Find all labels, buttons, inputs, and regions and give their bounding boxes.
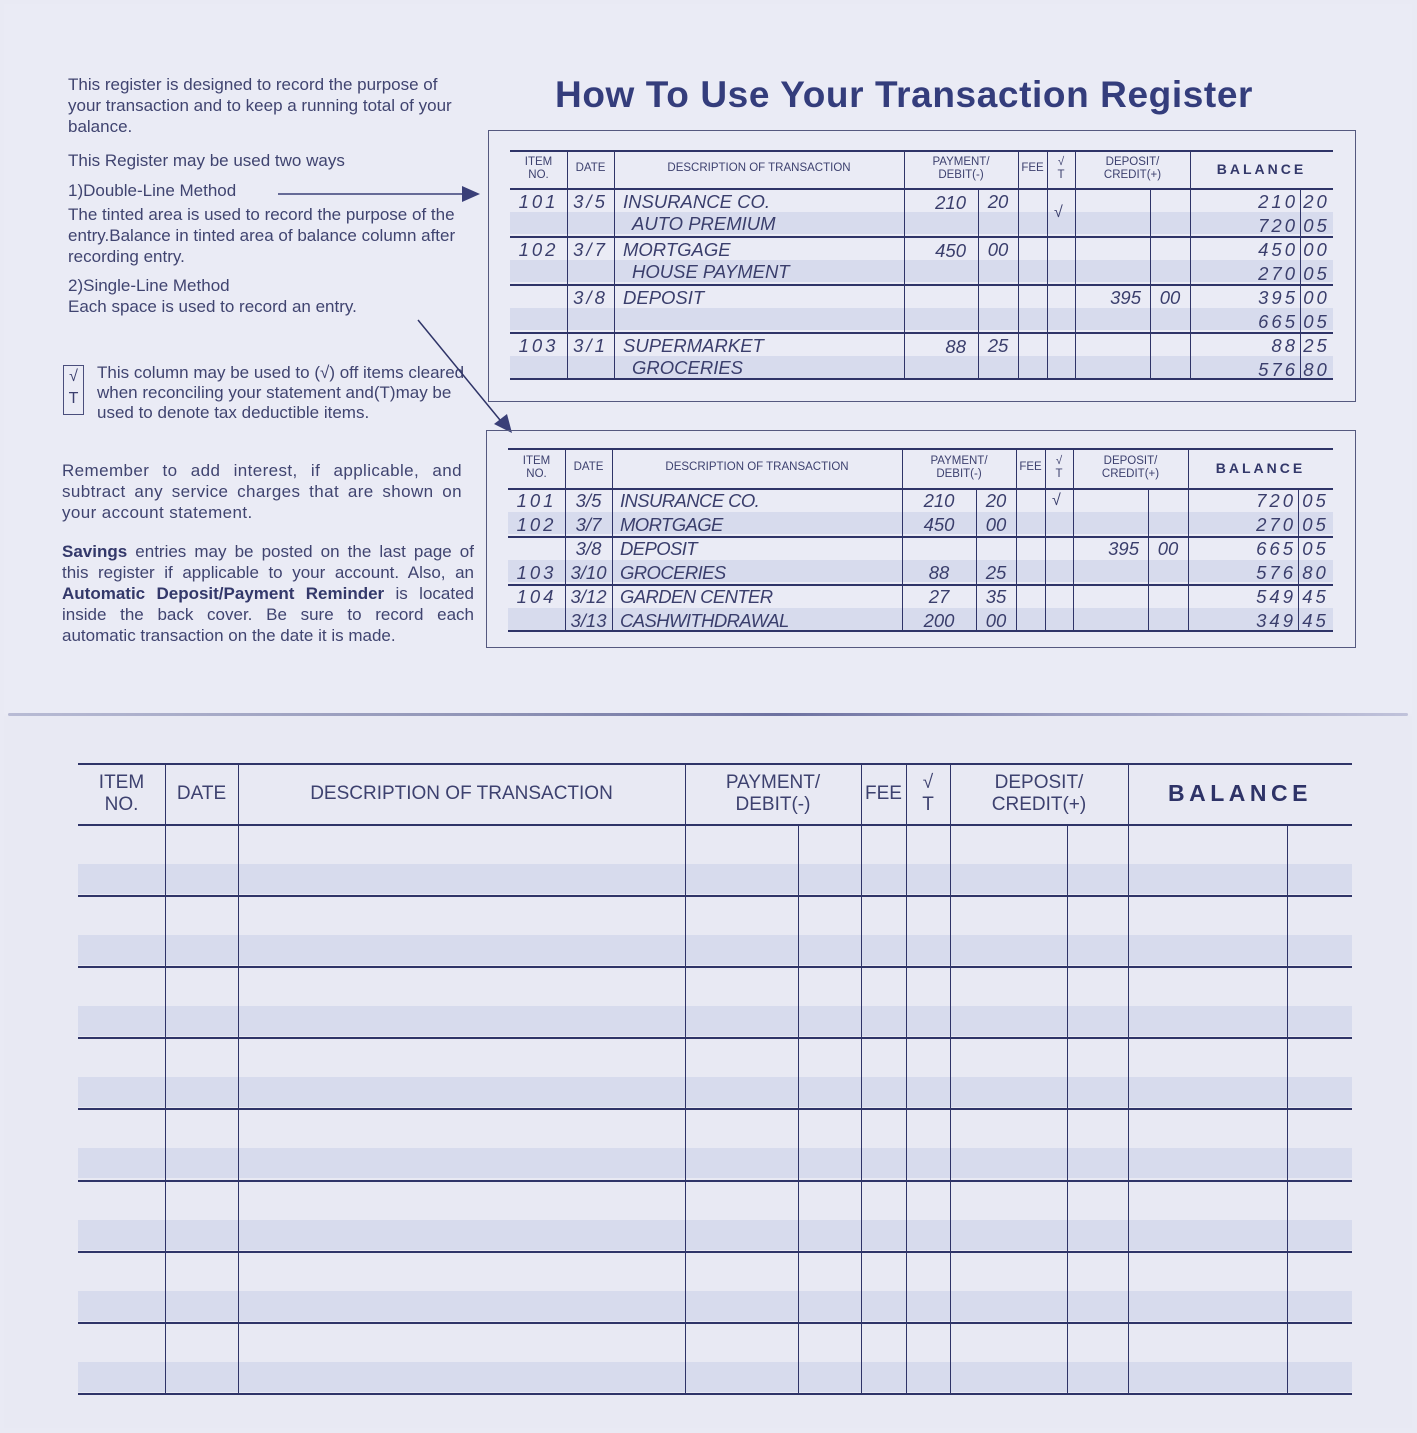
deposit-label: DEPOSIT/ (1105, 155, 1160, 168)
date-cell: 3/12 (570, 586, 607, 607)
payment-cents: 20 (987, 191, 1009, 212)
debit-label: DEBIT(-) (735, 793, 811, 815)
deposit-dollars: 395 (1110, 287, 1141, 308)
deposit-label: DEPOSIT/ (994, 771, 1084, 793)
deposit-cents (1148, 585, 1188, 609)
check-icon: √ (1057, 155, 1065, 168)
item-number: 102 (518, 239, 559, 260)
register-entry-row[interactable] (78, 1322, 1352, 1393)
row-rule (78, 1108, 1352, 1110)
payment-dollars (902, 537, 976, 561)
register-entry-row[interactable] (78, 1108, 1352, 1179)
payment-cents: 00 (985, 610, 1007, 631)
deposit-cents (1148, 489, 1188, 513)
row-rule (78, 966, 1352, 968)
register-entry-row[interactable] (78, 1251, 1352, 1322)
interest-text: Remember to add interest, if applicable, and subtract any service charges that are shown on your account statement. (62, 461, 462, 522)
credit-label: CREDIT(+) (1101, 468, 1160, 480)
column-header-item-no (510, 150, 567, 188)
column-header-deposit (1073, 448, 1188, 488)
payment-dollars (904, 287, 966, 311)
item-number: 102 (516, 514, 557, 535)
balance-cents: 25 (1303, 335, 1330, 356)
date-cell: 3/7 (573, 239, 608, 260)
check-icon: √ (1055, 454, 1063, 467)
description-cell: SUPERMARKET (623, 335, 764, 356)
header-bottom-rule (78, 824, 1352, 826)
check-icon: √ (69, 368, 78, 385)
deposit-cents: 00 (1157, 538, 1179, 559)
balance-cents: 05 (1302, 490, 1329, 511)
payment-label: PAYMENT/ (930, 454, 988, 467)
deposit-cents (1150, 238, 1190, 262)
column-rule (1067, 824, 1068, 1394)
deposit-label: DEPOSIT/ (1103, 454, 1158, 467)
tax-t-label: T (1055, 468, 1063, 480)
item-number: 103 (518, 335, 559, 356)
balance-cents: 05 (1302, 538, 1329, 559)
tax-t-label: T (1057, 169, 1065, 181)
column-header-item-no (78, 763, 165, 824)
deposit-dollars (1073, 513, 1139, 537)
column-header-payment (685, 763, 861, 824)
payment-cents (978, 286, 1018, 310)
payment-dollars: 450 (935, 240, 966, 261)
column-header-balance: BALANCE (1216, 160, 1307, 177)
description-purpose-cell: AUTO PREMIUM (632, 213, 776, 234)
column-header-check-t (1045, 448, 1073, 488)
payment-cents: 20 (985, 490, 1007, 511)
balance-dollars: 450 (1258, 239, 1298, 260)
row-rule (78, 1251, 1352, 1253)
running-balance-dollars: 270 (1258, 263, 1298, 284)
date-cell: 3/13 (570, 610, 607, 631)
item-number: 104 (516, 586, 557, 607)
row-rule (78, 1322, 1352, 1324)
page-title: How To Use Your Transaction Register (555, 74, 1254, 115)
column-header-date: DATE (176, 782, 227, 804)
balance-cents: 80 (1302, 562, 1329, 583)
deposit-dollars (1073, 585, 1139, 609)
balance-dollars: 720 (1256, 490, 1296, 511)
balance-dollars: 349 (1256, 610, 1296, 631)
column-rule (861, 763, 862, 1394)
column-header-deposit (1075, 150, 1190, 188)
date-cell: 3/5 (575, 490, 602, 511)
column-rule (798, 824, 799, 1394)
date-cell: 3/5 (573, 191, 608, 212)
balance-cents: 05 (1302, 514, 1329, 535)
column-header-check-t (1047, 150, 1075, 188)
column-header-balance: BALANCE (1215, 459, 1306, 476)
register-entry-row[interactable] (78, 1037, 1352, 1108)
description-purpose-cell: GROCERIES (632, 357, 744, 378)
payment-dollars: 210 (935, 192, 966, 213)
column-header-deposit (950, 763, 1128, 824)
payment-dollars: 27 (928, 586, 950, 607)
running-balance-cents: 05 (1303, 215, 1330, 236)
payment-dollars: 88 (928, 562, 950, 583)
description-cell: INSURANCE CO. (620, 490, 760, 511)
balance-dollars: 665 (1256, 538, 1296, 559)
no-label: NO. (526, 468, 547, 480)
register-entry-row[interactable] (78, 895, 1352, 966)
column-rule (685, 763, 686, 1394)
column-rule (950, 763, 951, 1394)
check-column-text: This column may be used to (√) off items cleared when reconciling your statement and(T)may be used to denote tax deductible items. (97, 363, 465, 422)
running-balance-dollars: 576 (1258, 359, 1298, 380)
description-cell: CASHWITHDRAWAL (620, 610, 789, 631)
column-header-balance: BALANCE (1168, 780, 1312, 807)
row-rule (78, 895, 1352, 897)
column-rule (165, 763, 166, 1394)
date-cell: 3/10 (570, 562, 607, 583)
check-icon: √ (1054, 204, 1063, 221)
column-header-check-t (906, 763, 950, 824)
payment-cents (976, 537, 1016, 561)
deposit-dollars: 395 (1108, 538, 1139, 559)
tax-t-label: T (922, 793, 934, 815)
payment-cents: 25 (985, 562, 1007, 583)
date-cell: 3/1 (573, 335, 608, 356)
date-cell: 3/7 (575, 514, 602, 535)
column-header-payment (902, 448, 1016, 488)
balance-dollars: 210 (1258, 191, 1298, 212)
item-number (508, 537, 565, 561)
tax-t-label: T (68, 390, 79, 407)
balance-dollars: 576 (1256, 562, 1296, 583)
date-cell: 3/8 (573, 287, 608, 308)
double-line-heading: 1)Double-Line Method (68, 181, 237, 200)
description-cell: GARDEN CENTER (620, 586, 773, 607)
running-balance-cents: 05 (1303, 263, 1330, 284)
balance-dollars: 395 (1258, 287, 1298, 308)
balance-cents: 00 (1303, 287, 1330, 308)
item-number: 101 (516, 490, 557, 511)
register-entry-row[interactable] (78, 1180, 1352, 1251)
reminder-bold: Automatic Deposit/Payment Reminder (62, 584, 385, 603)
double-line-text: The tinted area is used to record the purpose of the entry.Balance in tinted area of balance column after recording entry. (68, 205, 456, 266)
deposit-dollars (1075, 334, 1141, 358)
savings-bold: Savings (62, 542, 128, 561)
payment-dollars: 88 (945, 336, 966, 357)
description-cell: INSURANCE CO. (623, 191, 770, 212)
running-balance-cents: 05 (1303, 311, 1330, 332)
deposit-cents (1150, 190, 1190, 214)
payment-label: PAYMENT/ (932, 155, 990, 168)
balance-cents: 00 (1303, 239, 1330, 260)
column-rule (906, 763, 907, 1394)
balance-cents: 45 (1302, 610, 1329, 631)
item-number: 101 (518, 191, 559, 212)
intro-text: This register is designed to record the purpose of your transaction and to keep a running total of your balance. (68, 75, 452, 136)
debit-label: DEBIT(-) (938, 169, 984, 181)
running-balance-dollars: 720 (1258, 215, 1298, 236)
balance-dollars: 270 (1256, 514, 1296, 535)
single-line-text: Each space is used to record an entry. (68, 297, 357, 316)
column-header-date: DATE (573, 461, 604, 474)
no-label: NO. (104, 793, 139, 815)
deposit-dollars (1073, 609, 1139, 633)
deposit-cents (1148, 561, 1188, 585)
payment-dollars: 450 (923, 514, 955, 535)
deposit-dollars (1073, 489, 1139, 513)
date-cell: 3/8 (575, 538, 602, 559)
column-header-fee: FEE (1019, 461, 1042, 474)
running-balance-cents: 80 (1303, 359, 1330, 380)
register-entry-row[interactable] (78, 824, 1352, 895)
deposit-cents (1150, 334, 1190, 358)
description-cell: MORTGAGE (623, 239, 731, 260)
deposit-dollars (1075, 238, 1141, 262)
description-cell: DEPOSIT (623, 287, 705, 308)
two-ways-heading: This Register may be used two ways (68, 151, 345, 170)
deposit-dollars (1073, 561, 1139, 585)
deposit-dollars (1075, 190, 1141, 214)
payment-cents: 35 (985, 586, 1007, 607)
column-header-description: DESCRIPTION OF TRANSACTION (310, 782, 613, 804)
column-header-date: DATE (575, 162, 606, 175)
check-icon: √ (922, 771, 934, 793)
deposit-cents (1148, 513, 1188, 537)
description-cell: DEPOSIT (620, 538, 698, 559)
row-rule (78, 1037, 1352, 1039)
column-header-description: DESCRIPTION OF TRANSACTION (667, 162, 851, 175)
row-rule (78, 1393, 1352, 1395)
payment-dollars: 210 (923, 490, 955, 511)
column-header-item-no (508, 448, 565, 488)
row-rule (78, 1180, 1352, 1182)
column-header-description: DESCRIPTION OF TRANSACTION (665, 461, 849, 474)
balance-dollars: 88 (1271, 335, 1298, 356)
reminder-text: is located inside the back cover. Be sure to record each automatic transaction on the date it is made. (62, 584, 474, 645)
payment-label: PAYMENT/ (725, 771, 821, 793)
item-number: 103 (516, 562, 557, 583)
payment-dollars: 200 (923, 610, 955, 631)
description-cell: GROCERIES (620, 562, 726, 583)
credit-label: CREDIT(+) (991, 793, 1087, 815)
check-icon: √ (1052, 492, 1061, 509)
column-header-fee: FEE (865, 782, 902, 804)
balance-cents: 45 (1302, 586, 1329, 607)
single-line-heading: 2)Single-Line Method (68, 276, 230, 295)
item-number (510, 286, 567, 310)
deposit-cents (1148, 609, 1188, 633)
register-entry-row[interactable] (78, 966, 1352, 1037)
column-rule (1287, 824, 1288, 1394)
deposit-cents: 00 (1159, 287, 1181, 308)
description-cell: MORTGAGE (620, 514, 723, 535)
balance-cents: 20 (1303, 191, 1330, 212)
credit-label: CREDIT(+) (1103, 169, 1162, 181)
balance-dollars: 549 (1256, 586, 1296, 607)
running-balance-dollars: 665 (1258, 311, 1298, 332)
item-number (508, 609, 565, 633)
payment-cents: 25 (987, 335, 1009, 356)
column-header-fee: FEE (1021, 162, 1044, 175)
payment-cents: 00 (985, 514, 1007, 535)
column-rule (1128, 763, 1129, 1394)
item-label: ITEM (524, 155, 553, 168)
debit-label: DEBIT(-) (936, 468, 982, 480)
column-rule (238, 763, 239, 1394)
item-label: ITEM (98, 771, 145, 793)
savings-text: entries may be posted on the last page of this register if applicable to your account. Also, an (62, 542, 474, 582)
payment-cents: 00 (987, 239, 1009, 260)
description-purpose-cell: HOUSE PAYMENT (632, 261, 790, 282)
column-header-payment (904, 150, 1018, 188)
no-label: NO. (528, 169, 549, 181)
item-label: ITEM (522, 454, 551, 467)
